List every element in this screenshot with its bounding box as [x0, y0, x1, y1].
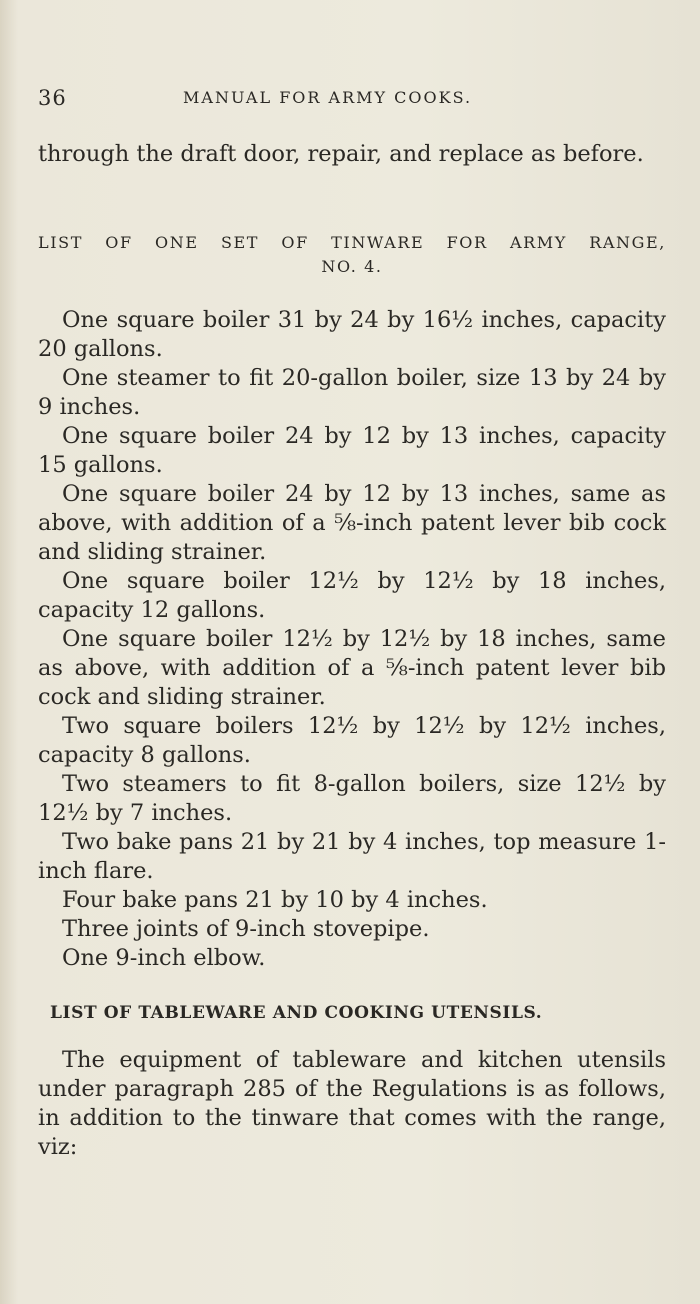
list-item: One square boiler 31 by 24 by 16½ inches, capacity 20 gallons.	[38, 307, 666, 362]
list-item: Three joints of 9-inch stovepipe.	[62, 916, 430, 942]
list-item: One square boiler 24 by 12 by 13 inches, same as above, with addition of a ⅝-inch patent lever bib cock and sliding strainer.	[38, 481, 666, 565]
paragraph-text: The equipment of tableware and kitchen utensils under paragraph 285 of the Regulations is as follows, in addition to the tinware that comes with the range, viz:	[38, 1047, 666, 1160]
list-item: Two square boilers 12½ by 12½ by 12½ inches, capacity 8 gallons.	[38, 713, 666, 768]
paragraph-text: through the draft door, repair, and replace as before.	[38, 141, 644, 167]
tinware-list-heading	[38, 231, 666, 279]
list-item: One 9-inch elbow.	[62, 945, 266, 971]
list-item: Four bake pans 21 by 10 by 4 inches.	[62, 887, 488, 913]
continuation-paragraph	[38, 140, 666, 169]
list-item: One square boiler 12½ by 12½ by 18 inches, same as above, with addition of a ⅝-inch patent lever bib cock and sliding strainer.	[38, 626, 666, 710]
heading-line: NO. 4.	[321, 257, 383, 276]
list-item: One square boiler 12½ by 12½ by 18 inches, capacity 12 gallons.	[38, 568, 666, 623]
tableware-heading: LIST OF TABLEWARE AND COOKING UTENSILS.	[50, 1003, 543, 1023]
list-item: One square boiler 24 by 12 by 13 inches, capacity 15 gallons.	[38, 423, 666, 478]
running-head	[38, 86, 666, 116]
list-item: Two steamers to fit 8-gallon boilers, size 12½ by 12½ by 7 inches.	[38, 771, 666, 826]
tableware-paragraph	[38, 1046, 666, 1162]
list-item: One steamer to fit 20-gallon boiler, size 13 by 24 by 9 inches.	[38, 365, 666, 420]
heading-line: LIST OF ONE SET OF TINWARE FOR ARMY RANGE,	[38, 233, 666, 252]
page-number: 36	[38, 86, 67, 110]
running-title: MANUAL FOR ARMY COOKS.	[183, 88, 473, 107]
tinware-list	[38, 306, 666, 973]
list-item: Two bake pans 21 by 21 by 4 inches, top measure 1-inch flare.	[38, 829, 666, 884]
